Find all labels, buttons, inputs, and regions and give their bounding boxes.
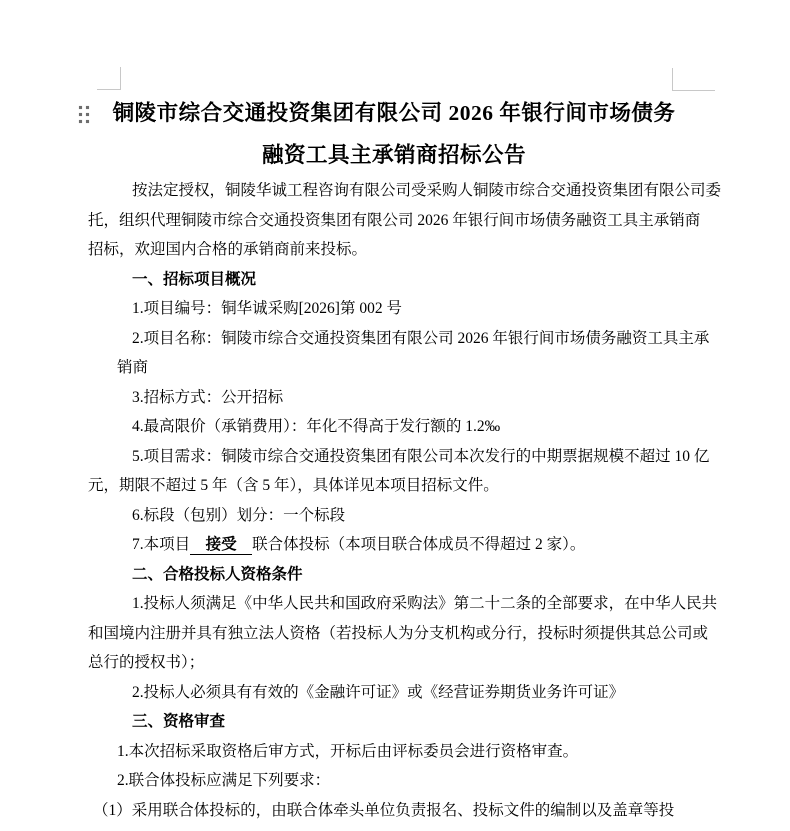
crop-mark-top-left [120,67,121,90]
section-2-item-1: 总行的授权书）； [88,654,205,671]
drag-handle-dot [79,120,82,123]
intro-paragraph-line: 招标，欢迎国内合格的承销商前来投标。 [88,241,368,258]
section-2-heading: 二、合格投标人资格条件 [132,565,303,583]
crop-mark-top-left [97,89,121,90]
section-1-item-1: 1.项目编号：铜华诚采购[2026]第 002 号 [132,300,402,317]
section-1-item-5: 元，期限不超过 5 年（含 5 年），具体详见本项目招标文件。 [88,477,499,494]
crop-mark-top-right [672,90,715,91]
section-1-heading: 一、招标项目概况 [132,270,257,288]
document-body [88,92,722,825]
item-7-prefix: 7.本项目 [132,536,191,553]
section-3-item-1: 1.本次招标采取资格后审方式，开标后由评标委员会进行资格审查。 [117,742,579,760]
crop-mark-top-right [672,68,673,91]
section-1-item-2: 2.项目名称：铜陵市综合交通投资集团有限公司 2026 年银行间市场债务融资工具主承 [132,329,710,347]
section-3-heading: 三、资格审查 [132,713,226,730]
drag-handle-dot [79,106,82,109]
intro-paragraph-line: 托，组织代理铜陵市综合交通投资集团有限公司 2026 年银行间市场债务融资工具主承销商 [88,211,701,229]
section-1-item-6: 6.标段（包别）划分：一个标段 [132,506,346,524]
section-1-item-4: 4.最高限价（承销费用）：年化不得高于发行额的 1.2‰ [132,418,501,435]
section-1-item-3: 3.招标方式：公开招标 [132,388,284,406]
intro-paragraph-line: 按法定授权，铜陵华诚工程咨询有限公司受采购人铜陵市综合交通投资集团有限公司委 [132,182,722,199]
section-1-item-7 [88,530,700,560]
section-3-item-3: （1）采用联合体投标的，由联合体牵头单位负责报名、投标文件的编制以及盖章等投 [93,801,675,819]
document-title-line-2: 融资工具主承销商招标公告 [261,143,526,167]
section-1-item-5: 5.项目需求：铜陵市综合交通投资集团有限公司本次发行的中期票据规模不超过 10 亿 [132,447,710,465]
section-1-item-2: 销商 [117,359,149,376]
section-2-item-1: 1.投标人须满足《中华人民共和国政府采购法》第二十二条的全部要求，在中华人民共 [132,595,718,612]
document-title-line-1: 铜陵市综合交通投资集团有限公司 2026 年银行间市场债务 [112,101,676,125]
section-2-item-1: 和国境内注册并具有独立法人资格（若投标人为分支机构或分行，投标时须提供其总公司或 [88,624,709,642]
item-7-suffix: 联合体投标（本项目联合体成员不得超过 2 家）。 [252,536,586,553]
section-2-item-2: 2.投标人必须具有有效的《金融许可证》或《经营证券期货业务许可证》 [132,683,625,701]
item-7-accept-emphasis: 接受 [190,536,253,553]
section-3-item-2: 2.联合体投标应满足下列要求： [117,772,331,789]
drag-handle-dot [79,113,82,116]
